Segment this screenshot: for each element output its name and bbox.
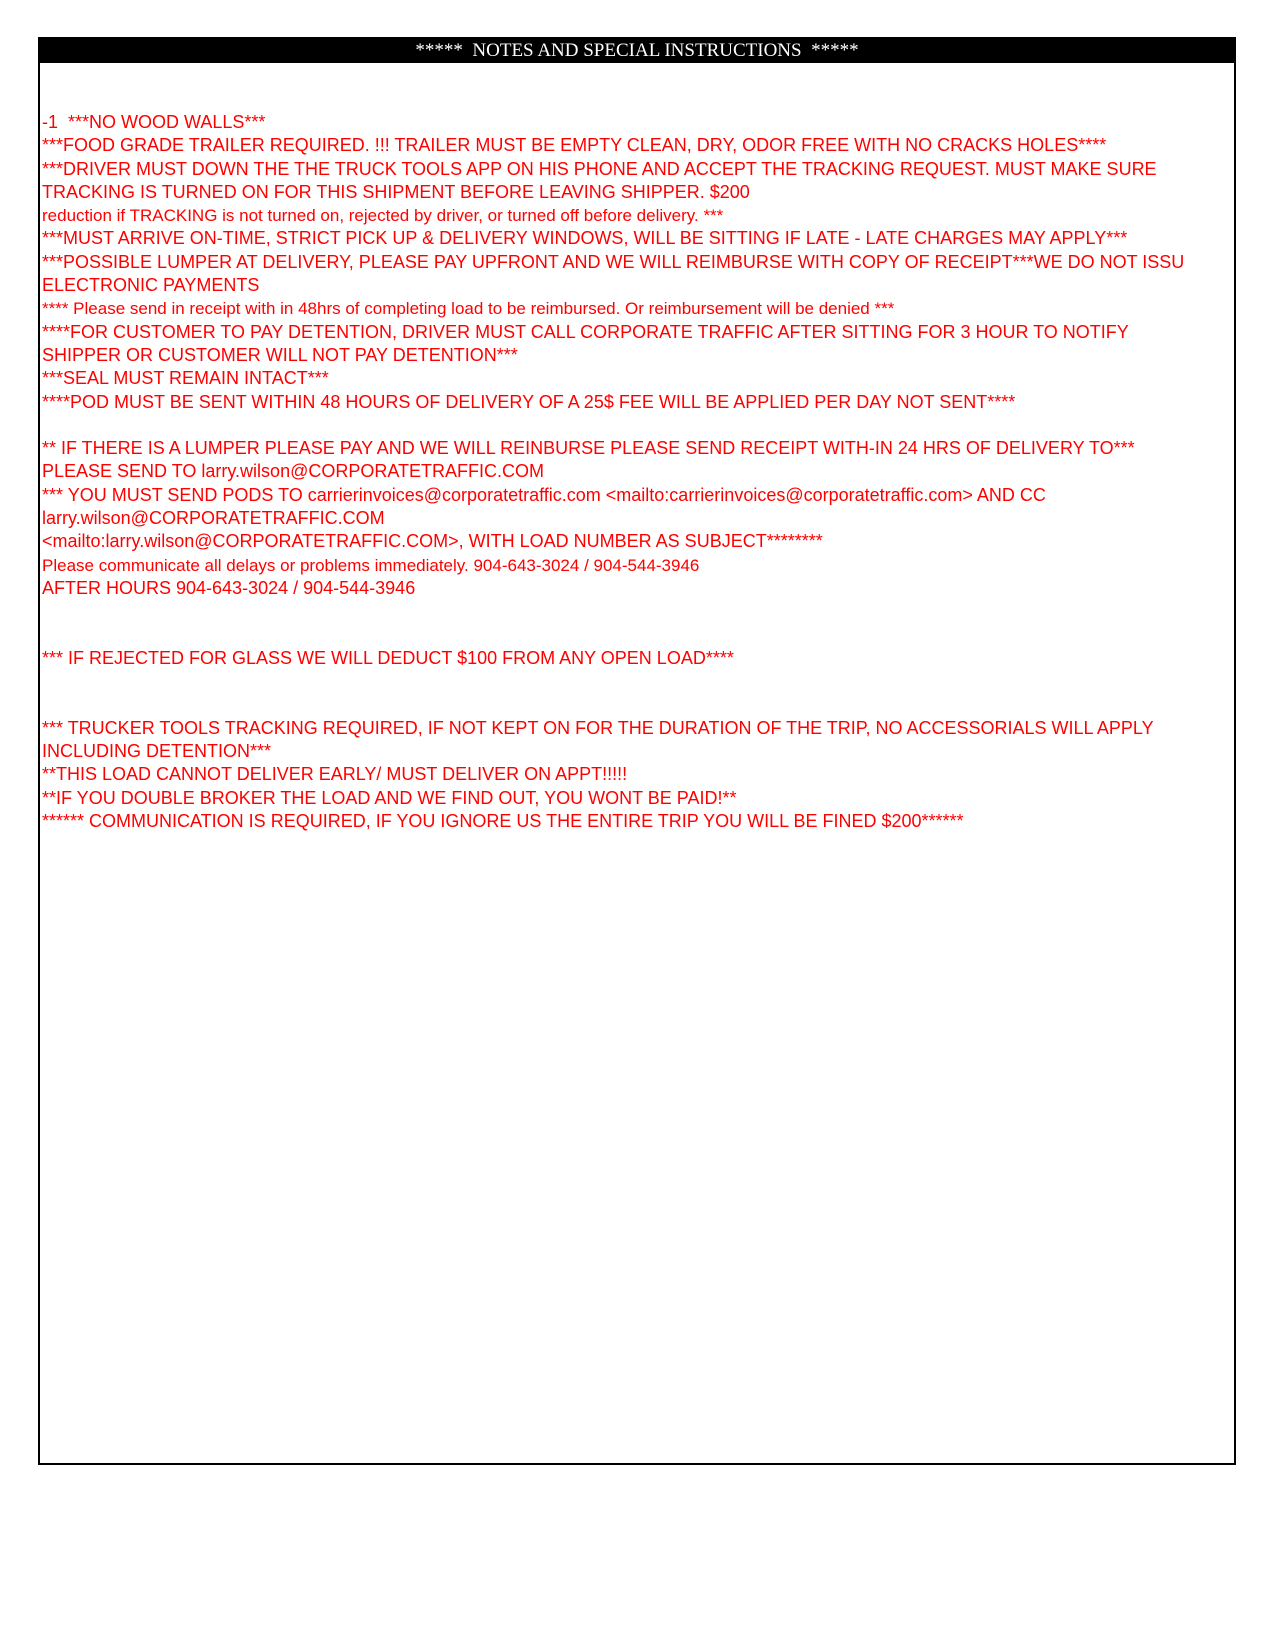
note-line: **** Please send in receipt with in 48hrs of completing load to be reimbursed. Or reimbursement will be denied *** bbox=[42, 299, 895, 319]
note-line: *** IF REJECTED FOR GLASS WE WILL DEDUCT $100 FROM ANY OPEN LOAD**** bbox=[42, 647, 734, 668]
note-line: ***MUST ARRIVE ON-TIME, STRICT PICK UP & DELIVERY WINDOWS, WILL BE SITTING IF LATE - LATE CHARGES MAY APPLY*** bbox=[42, 228, 1128, 249]
note-line: larry.wilson@CORPORATETRAFFIC.COM bbox=[42, 508, 385, 529]
note-line: **THIS LOAD CANNOT DELIVER EARLY/ MUST DELIVER ON APPT!!!!! bbox=[42, 764, 628, 785]
note-line: TRACKING IS TURNED ON FOR THIS SHIPMENT BEFORE LEAVING SHIPPER. $200 bbox=[42, 181, 750, 202]
note-line bbox=[42, 600, 1234, 623]
note-line: *** TRUCKER TOOLS TRACKING REQUIRED, IF NOT KEPT ON FOR THE DURATION OF THE TRIP, NO ACCESSORIALS WILL APPLY bbox=[42, 717, 1154, 738]
note-line: ****POD MUST BE SENT WITHIN 48 HOURS OF DELIVERY OF A 25$ FEE WILL BE APPLIED PER DAY NOT SENT**** bbox=[42, 391, 1016, 412]
note-line bbox=[42, 670, 1234, 693]
note-line: ***FOOD GRADE TRAILER REQUIRED. !!! TRAILER MUST BE EMPTY CLEAN, DRY, ODOR FREE WITH NO CRACKS HOLES**** bbox=[42, 135, 1107, 156]
note-line: ***SEAL MUST REMAIN INTACT*** bbox=[42, 368, 329, 389]
note-line: ****FOR CUSTOMER TO PAY DETENTION, DRIVER MUST CALL CORPORATE TRAFFIC AFTER SITTING FOR 3 HOUR TO NOTIFY bbox=[42, 321, 1129, 342]
notes-body bbox=[42, 111, 1234, 833]
note-line: ***DRIVER MUST DOWN THE THE TRUCK TOOLS APP ON HIS PHONE AND ACCEPT THE TRACKING REQUEST. MUST MAKE SURE bbox=[42, 158, 1157, 179]
note-line: -1 ***NO WOOD WALLS*** bbox=[42, 112, 266, 132]
note-line: <mailto:larry.wilson@CORPORATETRAFFIC.COM>, WITH LOAD NUMBER AS SUBJECT******** bbox=[42, 531, 823, 552]
notes-header: ***** NOTES AND SPECIAL INSTRUCTIONS ***** bbox=[40, 39, 1234, 63]
note-line: PLEASE SEND TO larry.wilson@CORPORATETRAFFIC.COM bbox=[42, 461, 545, 482]
note-line: Please communicate all delays or problems immediately. 904-643-3024 / 904-544-3946 bbox=[42, 555, 700, 575]
note-line: INCLUDING DETENTION*** bbox=[42, 741, 272, 762]
note-line bbox=[42, 624, 1234, 647]
notes-box bbox=[38, 37, 1236, 1465]
note-line: **IF YOU DOUBLE BROKER THE LOAD AND WE FIND OUT, YOU WONT BE PAID!** bbox=[42, 787, 737, 808]
note-line: ** IF THERE IS A LUMPER PLEASE PAY AND WE WILL REINBURSE PLEASE SEND RECEIPT WITH-IN 24 HRS OF DELIVERY TO*** bbox=[42, 438, 1135, 459]
note-line: ***POSSIBLE LUMPER AT DELIVERY, PLEASE PAY UPFRONT AND WE WILL REIMBURSE WITH COPY OF RECEIPT***WE DO NOT ISSU bbox=[42, 251, 1185, 272]
note-line: reduction if TRACKING is not turned on, rejected by driver, or turned off before delivery. *** bbox=[42, 206, 724, 226]
note-line bbox=[42, 414, 1234, 437]
note-line: SHIPPER OR CUSTOMER WILL NOT PAY DETENTION*** bbox=[42, 344, 518, 365]
note-line: *** YOU MUST SEND PODS TO carrierinvoices@corporatetraffic.com <mailto:carrierinvoices@corporatetraffic.com> AND CC bbox=[42, 484, 1046, 505]
note-line: ELECTRONIC PAYMENTS bbox=[42, 275, 260, 296]
note-line: ****** COMMUNICATION IS REQUIRED, IF YOU IGNORE US THE ENTIRE TRIP YOU WILL BE FINED $200****** bbox=[42, 810, 964, 831]
note-line: AFTER HOURS 904-643-3024 / 904-544-3946 bbox=[42, 577, 416, 598]
note-line bbox=[42, 693, 1234, 716]
